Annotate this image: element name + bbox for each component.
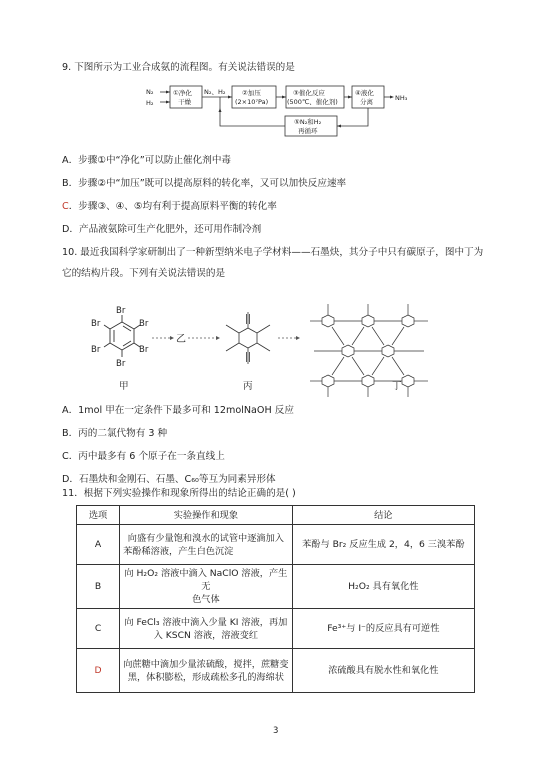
q10-stem-line2: 它的结构片段。下列有关说法错误的是 [62,268,226,279]
label-yi: 乙 [176,334,186,345]
table-row [77,565,475,609]
hexabromobenzene-structure [104,315,140,357]
row-operation [120,565,293,609]
row-option: A [77,525,120,565]
label-jia: 甲 [119,381,129,392]
row-operation-line2: 黑，体积膨松，形成疏松多孔的海绵状 [127,671,284,683]
row-operation-line1: 向蔗糖中滴加少量浓硫酸，搅拌，蔗糖变 [123,658,289,670]
q9-option-a: A．步骤①中“净化”可以防止催化剂中毒 [62,155,232,166]
table-header-row [77,506,475,525]
row-operation [120,609,293,649]
flow-step1-line2: 干燥 [178,98,191,106]
ammonia-flow-diagram [140,82,430,140]
header-conclusion: 结论 [292,506,474,525]
row-operation-line2: 色气体 [192,594,220,605]
header-operation: 实验操作和现象 [120,506,293,525]
br-label: Br [91,319,101,329]
q10-option-a: A．1mol 甲在一定条件下最多可和 12molNaOH 反应 [62,405,294,416]
header-option: 选项 [77,506,120,525]
flow-step2-line1: ②加压 [242,89,261,97]
q9-option-c [62,200,277,213]
q10-option-b: B．丙的二氯代物有 3 种 [62,428,168,439]
q9-option-b: B．步骤②中“加压”既可以提高原料的转化率，又可以加快反应速率 [62,178,347,189]
flow-output: NH₃ [395,94,408,102]
table-row [77,649,475,693]
row-operation-line2: 苯酚稀溶液，产生白色沉淀 [123,545,234,557]
row-operation [120,525,293,565]
flow-step3-line2: (500℃、催化剂) [287,98,338,106]
row-conclusion: Fe³⁺与 I⁻的反应具有可逆性 [292,609,474,649]
flow-step5-line1: ⑤N₂和H₂ [294,118,322,126]
row-conclusion: 浓硫酸具有脱水性和氧化性 [292,649,474,693]
flow-step4-line2: 分离 [360,98,373,106]
br-label: Br [139,345,149,355]
page-number: 3 [273,726,279,736]
hexaethynylbenzene-structure [226,312,270,364]
row-operation-line1: 向 H₂O₂ 溶液中滴入 NaClO 溶液，产生无 [124,568,288,592]
q10-option-d: D．石墨炔和金刚石、石墨、C₆₀等互为同素异形体 [62,474,276,485]
q11-table [76,505,475,693]
row-operation [120,649,293,693]
q9-stem: 9. 下图所示为工业合成氨的流程图。有关说法错误的是 [62,62,295,73]
label-bing: 丙 [243,381,253,392]
row-operation-line1: 向 FeCl₃ 溶液中滴入少量 KI 溶液，再加 [124,616,288,628]
flow-step5-line2: 再循环 [298,127,318,135]
row-option: C [77,609,120,649]
flow-step2-line2: (2×10⁷Pa) [235,98,269,106]
flow-mid-label: N₂、H₂ [204,88,226,96]
label-ding: 丁 [392,381,402,392]
q10-option-c: C．丙中最多有 6 个原子在一条直线上 [62,451,225,462]
graphyne-fragment [310,304,428,397]
br-label: Br [116,306,126,316]
flow-input-n2: N₂ [146,88,154,96]
row-operation-line1: 向盛有少量饱和溴水的试管中逐滴加入 [127,532,284,544]
q10-stem-line1: 10. 最近我国科学家研制出了一种新型纳米电子学材料——石墨炔，其分子中只有碳原子，图中丁为 [62,247,484,258]
q11-stem: 11．根据下列实验操作和现象所得出的结论正确的是( ) [62,488,296,499]
flow-step3-line1: ③催化反应 [293,89,325,97]
row-option: B [77,565,120,609]
br-label: Br [139,319,149,329]
q9-option-c-text: ．步骤③、④、⑤均有利于提高原料平衡的转化率 [68,201,277,212]
flow-step4-line1: ④液化 [355,89,374,97]
q9-option-c-letter: C [62,201,69,212]
br-label: Br [91,345,101,355]
br-label: Br [116,359,126,369]
row-conclusion: 苯酚与 Br₂ 反应生成 2，4，6 三溴苯酚 [292,525,474,565]
flow-input-h2: H₂ [146,99,154,107]
row-conclusion: H₂O₂ 具有氧化性 [292,565,474,609]
table-row [77,525,475,565]
flow-step1-line1: ①净化 [173,89,192,97]
q9-option-d: D．产品液氨除可生产化肥外，还可用作制冷剂 [62,224,262,235]
table-row [77,609,475,649]
row-option: D [77,649,120,693]
row-operation-line2: 入 KSCN 溶液，溶液变红 [153,629,259,641]
